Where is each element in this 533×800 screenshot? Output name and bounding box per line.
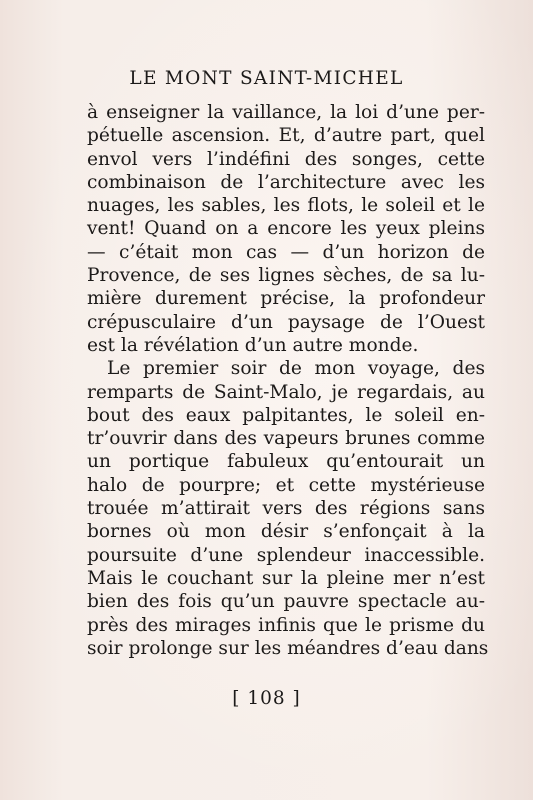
text-line: trouée m’attirait vers des régions sans (87, 498, 485, 520)
text-line: mière durement précise, la profondeur (87, 288, 485, 310)
text-line: près des mirages infinis que le prisme du (87, 614, 485, 636)
paragraph-start-line: Le premier soir de mon voyage, des (107, 358, 485, 380)
text-line: poursuite d’une splendeur inaccessible. (87, 544, 485, 566)
text-line: bout des eaux palpitantes, le soleil en- (87, 404, 485, 426)
running-head: LE MONT SAINT-MICHEL (129, 68, 404, 89)
body-text (87, 101, 489, 660)
text-line: Provence, de ses lignes sèches, de sa lu- (87, 265, 485, 287)
text-line: bien des fois qu’un pauvre spectacle au- (87, 591, 485, 613)
text-line: — c’était mon cas — d’un horizon de (87, 241, 485, 263)
text-line: un portique fabuleux qu’entourait un (87, 451, 485, 473)
text-line: envol vers l’indéfini des songes, cette (87, 148, 485, 170)
text-line: remparts de Saint-Malo, je regardais, au (87, 381, 485, 403)
text-line: halo de pourpre; et cette mystérieuse (87, 474, 485, 496)
text-line: soir prolonge sur les méandres d’eau dans (87, 637, 489, 659)
paragraph-end-line: est la révélation d’un autre monde. (87, 334, 419, 356)
page-number: [ 108 ] (232, 688, 301, 709)
text-line: crépusculaire d’un paysage de l’Ouest (87, 311, 485, 333)
text-line: nuages, les sables, les flots, le soleil et le (87, 195, 485, 217)
text-line: combinaison de l’architecture avec les (87, 171, 485, 193)
text-line: bornes où mon désir s’enfonçait à la (87, 521, 485, 543)
text-line: vent! Quand on a encore les yeux pleins (87, 218, 485, 240)
text-line: tr’ouvrir dans des vapeurs brunes comme (87, 428, 485, 450)
text-line: Mais le couchant sur la pleine mer n’est (87, 567, 485, 589)
text-line: à enseigner la vaillance, la loi d’une per- (87, 102, 485, 123)
text-line: pétuelle ascension. Et, d’autre part, quel (87, 125, 485, 147)
